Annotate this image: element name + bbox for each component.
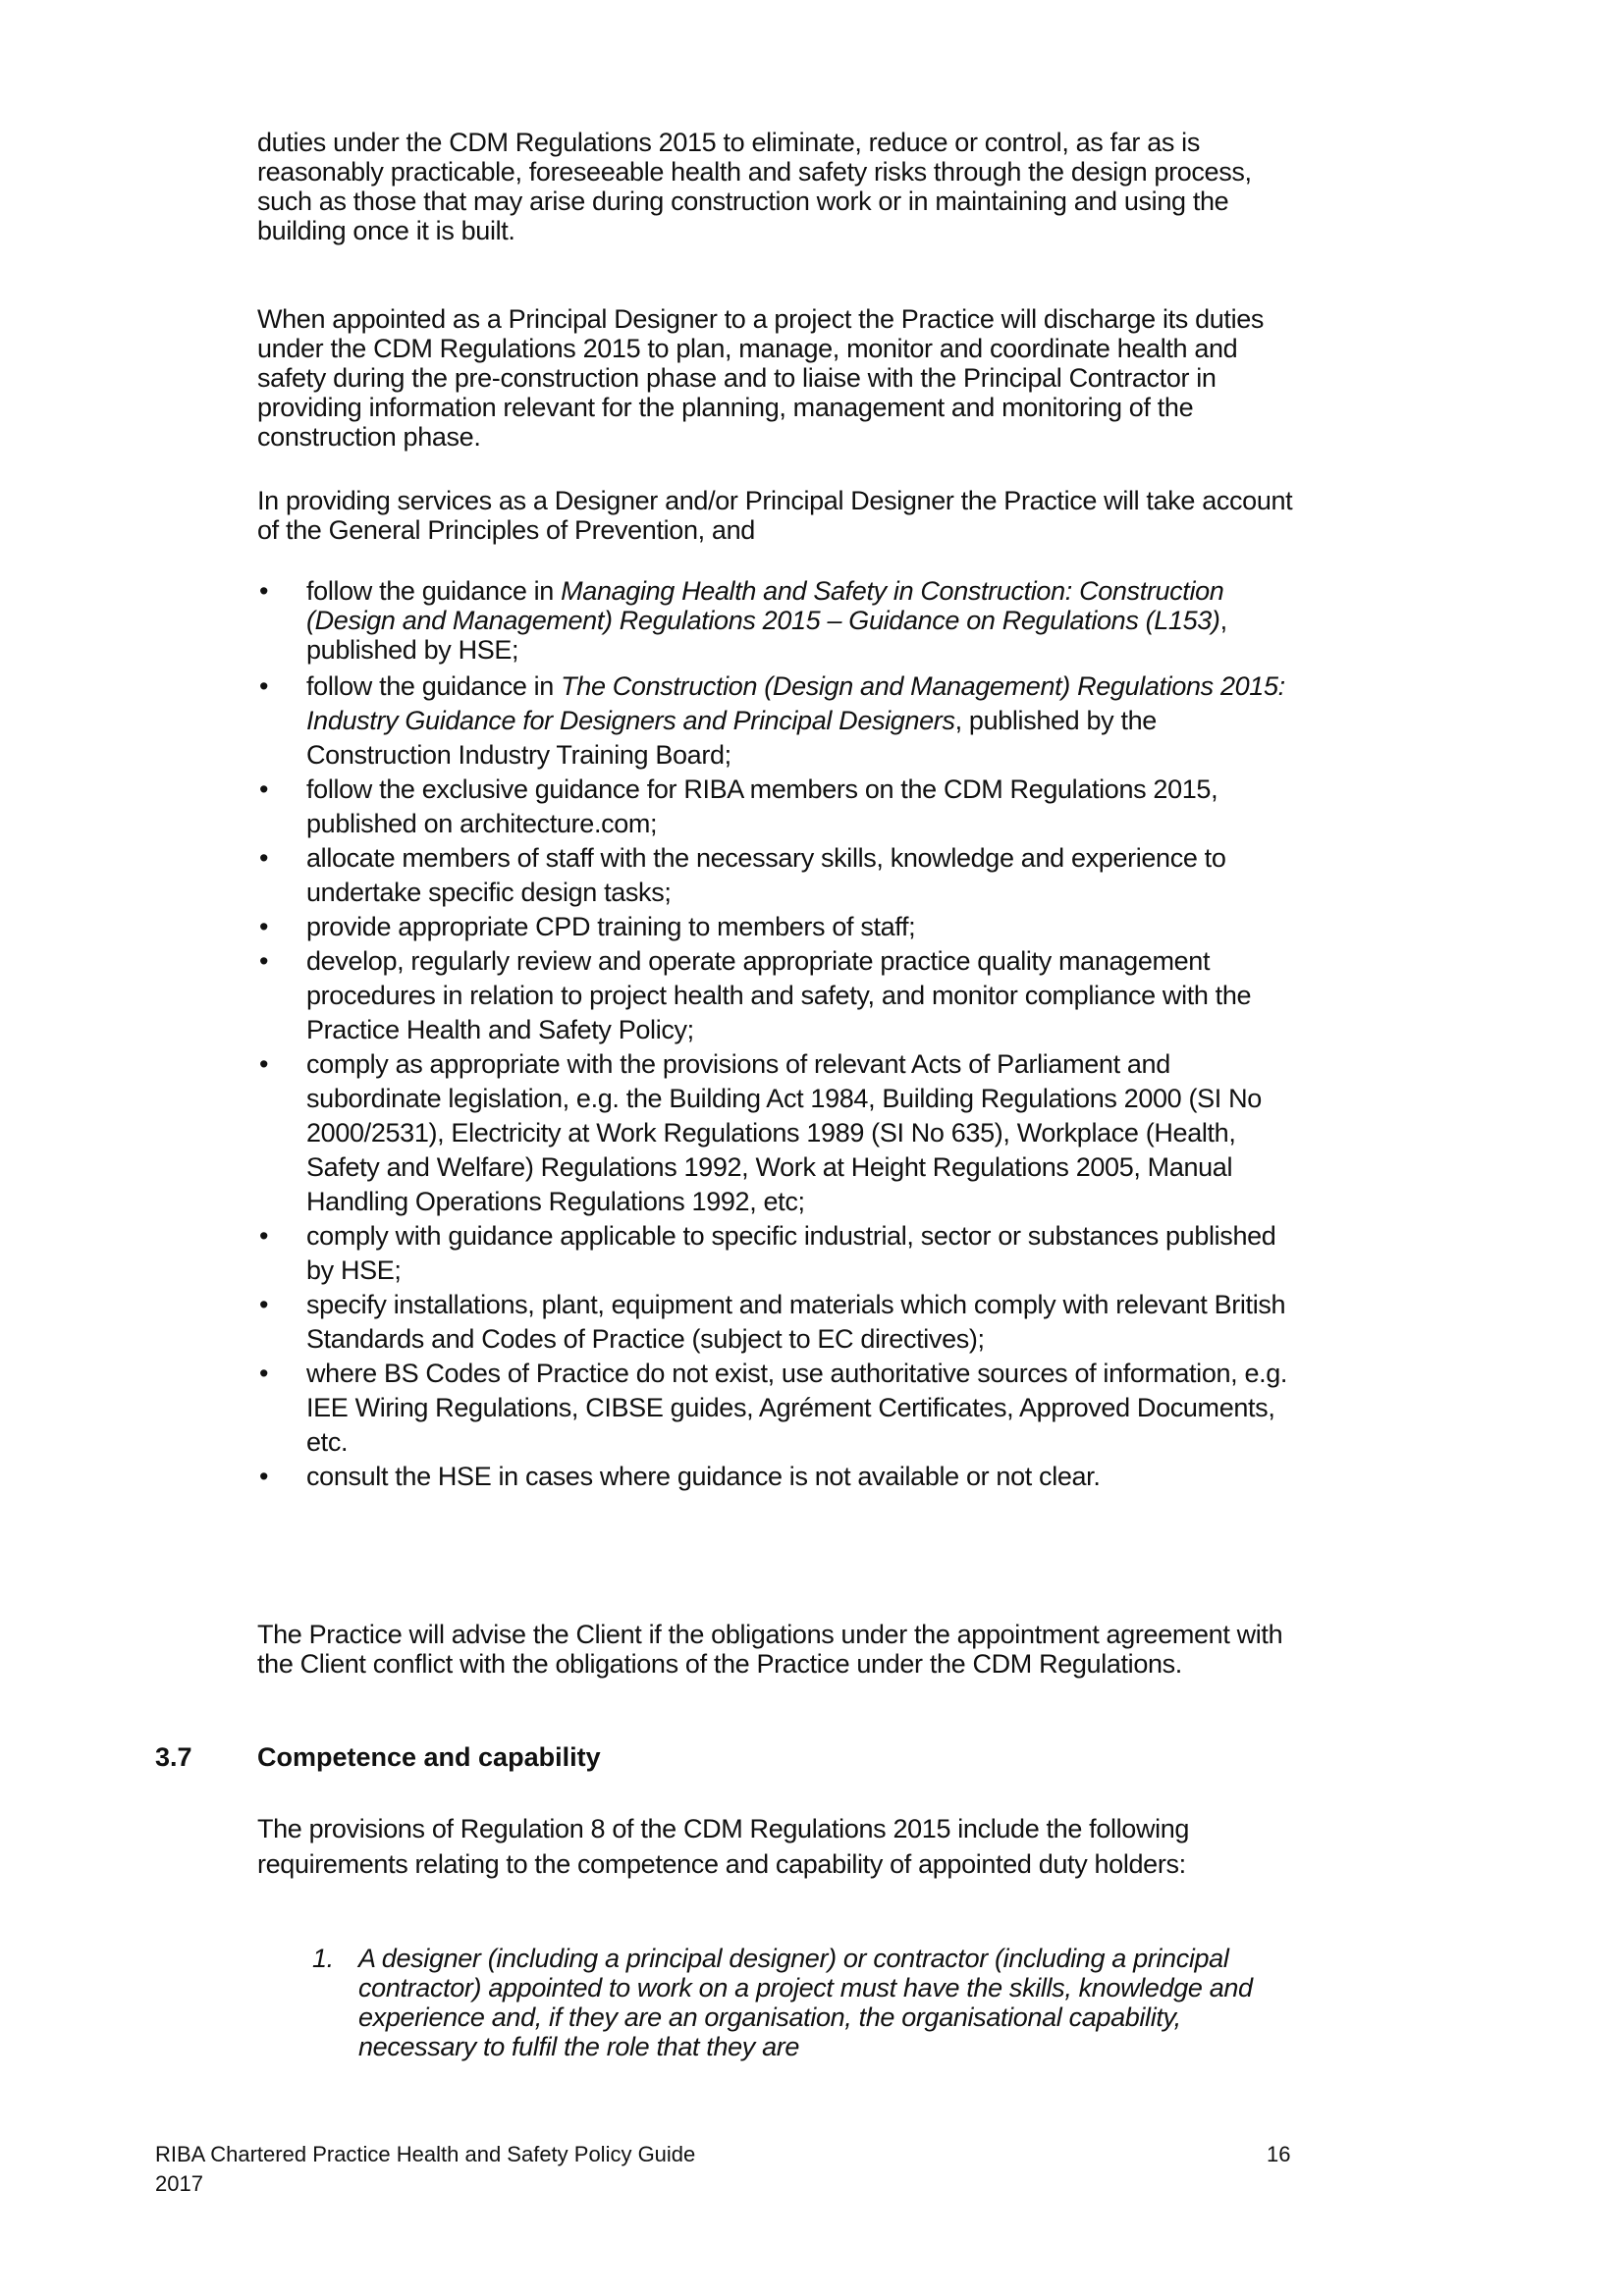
bullet-icon: • — [259, 1221, 269, 1251]
bullet-icon: • — [259, 946, 269, 976]
bullet-icon: • — [259, 1290, 269, 1319]
list-item — [257, 576, 1308, 665]
list-item — [257, 910, 1308, 944]
text: specify installations, plant, equipment and materials which comply with relevant British Standards and Codes of Practice (subject to EC directives); — [306, 1290, 1286, 1354]
list-item — [257, 1219, 1308, 1288]
paragraph: duties under the CDM Regulations 2015 to eliminate, reduce or control, as far as is reasonably practicable, foreseeable health and safety risks through the design process, such as those that may arise during construction work or in maintaining and using the building once it is built. — [257, 128, 1252, 245]
text: allocate members of staff with the necessary skills, knowledge and experience to undertake specific design tasks; — [306, 843, 1226, 907]
bullet-icon: • — [259, 843, 269, 873]
list-item — [257, 669, 1308, 773]
footer-year: 2017 — [155, 2171, 203, 2196]
text: follow the exclusive guidance for RIBA members on the CDM Regulations 2015, published on architecture.com; — [306, 774, 1218, 838]
list-item — [257, 1460, 1308, 1494]
item-text: A designer (including a principal designer) or contractor (including a principal contractor) appointed to work on a project must have the skills, knowledge and experience and, if they are an organisation, the organisational capability, necessary to fulfil the role that they are — [358, 1944, 1253, 2061]
text: , published by the Construction Industry Training Board; — [306, 706, 1157, 770]
section-number: 3.7 — [155, 1742, 192, 1772]
list-item — [257, 841, 1308, 910]
text: follow the guidance in — [306, 576, 562, 606]
publication-title: The Construction (Design and Management) Regulations 2015: Industry Guidance for Designers and Principal Designers — [306, 671, 1285, 735]
list-item — [257, 1357, 1308, 1460]
list-item — [257, 1288, 1308, 1357]
paragraph: When appointed as a Principal Designer to a project the Practice will discharge its duties under the CDM Regulations 2015 to plan, manage, monitor and coordinate health and safety during the pre-construction phase and to liaise with the Principal Contractor in providing information relevant for the planning, management and monitoring of the construction phase. — [257, 304, 1265, 452]
publication-title: Managing Health and Safety in Construction: Construction (Design and Management) Regulations 2015 – Guidance on Regulations (L153) — [306, 576, 1224, 635]
text: , published by HSE; — [306, 606, 1227, 665]
bullet-icon: • — [259, 774, 269, 804]
text: develop, regularly review and operate appropriate practice quality management procedures in relation to project health and safety, and monitor compliance with the Practice Health and Safety Policy; — [306, 946, 1252, 1044]
list-item — [257, 1047, 1308, 1219]
footer — [155, 2140, 695, 2199]
bullet-icon: • — [259, 1462, 269, 1491]
text: follow the guidance in — [306, 671, 562, 701]
text: consult the HSE in cases where guidance is not available or not clear. — [306, 1462, 1101, 1491]
numbered-item — [312, 1944, 1294, 2061]
text: comply with guidance applicable to specific industrial, sector or substances published by HSE; — [306, 1221, 1276, 1285]
bullet-list — [257, 576, 1308, 1494]
section-title: Competence and capability — [257, 1742, 601, 1772]
bullet-icon: • — [259, 671, 269, 701]
bullet-icon: • — [259, 1359, 269, 1388]
bullet-icon: • — [259, 912, 269, 941]
page-number: 16 — [1267, 2142, 1291, 2166]
paragraph: The Practice will advise the Client if the obligations under the appointment agreement with the Client conflict with the obligations of the Practice under the CDM Regulations. — [257, 1620, 1283, 1679]
bullet-icon: • — [259, 576, 269, 606]
paragraph: The provisions of Regulation 8 of the CDM Regulations 2015 include the following requirements relating to the competence and capability of appointed duty holders: — [257, 1814, 1190, 1879]
text: provide appropriate CPD training to members of staff; — [306, 912, 916, 941]
paragraph: In providing services as a Designer and/or Principal Designer the Practice will take account of the General Principles of Prevention, and — [257, 486, 1293, 545]
item-number: 1. — [312, 1944, 334, 1973]
list-item — [257, 773, 1308, 841]
text: where BS Codes of Practice do not exist, use authoritative sources of information, e.g. IEE Wiring Regulations, CIBSE guides, Agrément Certificates, Approved Documents, etc. — [306, 1359, 1288, 1457]
list-item — [257, 944, 1308, 1047]
footer-title: RIBA Chartered Practice Health and Safety Policy Guide — [155, 2142, 696, 2166]
bullet-icon: • — [259, 1049, 269, 1079]
text: comply as appropriate with the provisions of relevant Acts of Parliament and subordinate legislation, e.g. the Building Act 1984, Building Regulations 2000 (SI No 2000/2531), Electricity at Work Regulations 1989 (SI No 635), Workplace (Health, Safety and Welfare) Regulations 1992, Work at Height Regulations 2005, Manual Handling Operations Regulations 1992, etc; — [306, 1049, 1262, 1216]
